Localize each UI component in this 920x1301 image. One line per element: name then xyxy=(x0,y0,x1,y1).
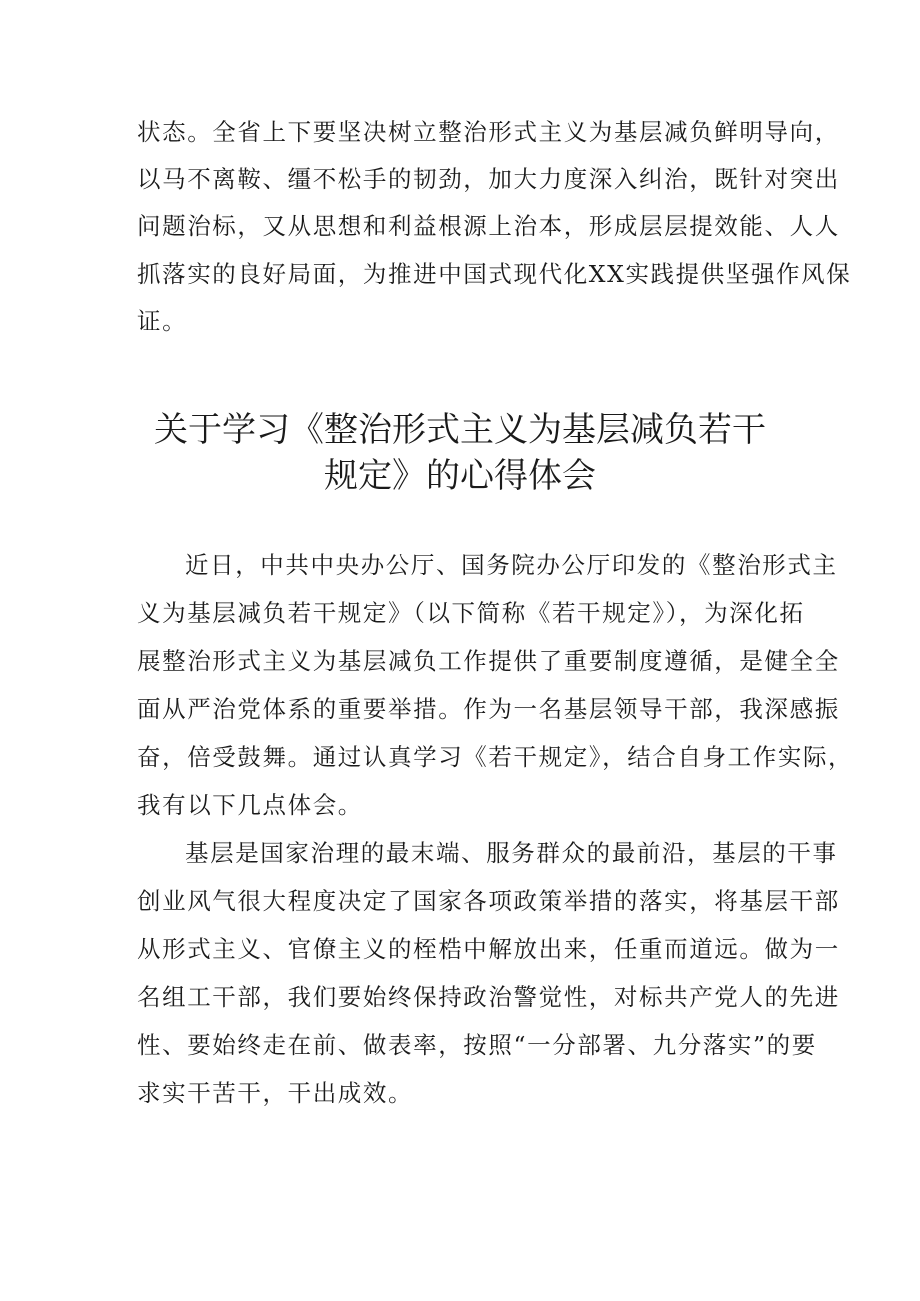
article-title-line-2: 规定》的心得体会 xyxy=(324,456,596,496)
paragraph-1-line-3: 展整治形式主义为基层减负工作提供了重要制度遵循，是健全全 xyxy=(137,647,840,675)
paragraph-1-line-1: 近日，中共中央办公厅、国务院办公厅印发的《整治形式主 xyxy=(185,551,838,579)
paragraph-1-line-6: 我有以下几点体会。 xyxy=(137,791,363,819)
paragraph-1-line-2: 义为基层减负若干规定》（以下简称《若干规定》），为深化拓 xyxy=(137,599,805,627)
paragraph-2-line-2: 创业风气很大程度决定了国家各项政策举措的落实，将基层干部 xyxy=(137,887,840,915)
intro-line-2: 以马不离鞍、缰不松手的韧劲，加大力度深入纠治，既针对突出 xyxy=(137,165,840,193)
paragraph-2-line-5: 性、要始终走在前、做表率，按照“一分部署、九分落实”的要 xyxy=(137,1031,817,1059)
intro-line-3: 问题治标，又从思想和利益根源上治本，形成层层提效能、人人 xyxy=(137,212,840,240)
paragraph-2-line-6: 求实干苦干，干出成效。 xyxy=(137,1079,414,1107)
intro-line-5: 证。 xyxy=(137,307,188,335)
paragraph-2-line-1: 基层是国家治理的最末端、服务群众的最前沿，基层的干事 xyxy=(185,839,838,867)
paragraph-1-line-5: 奋，倍受鼓舞。通过认真学习《若干规定》，结合自身工作实际， xyxy=(137,743,854,771)
paragraph-2-line-4: 名组工干部，我们要始终保持政治警觉性，对标共产党人的先进 xyxy=(137,983,840,1011)
article-title-line-1: 关于学习《整治形式主义为基层减负若干 xyxy=(154,410,766,450)
intro-line-1: 状态。全省上下要坚决树立整治形式主义为基层减负鲜明导向， xyxy=(137,118,840,146)
paragraph-1-line-4: 面从严治党体系的重要举措。作为一名基层领导干部，我深感振 xyxy=(137,695,840,723)
intro-line-4: 抓落实的良好局面，为推进中国式现代化XX实践提供坚强作风保 xyxy=(137,260,852,288)
paragraph-2-line-3: 从形式主义、官僚主义的桎梏中解放出来，任重而道远。做为一 xyxy=(137,935,840,963)
